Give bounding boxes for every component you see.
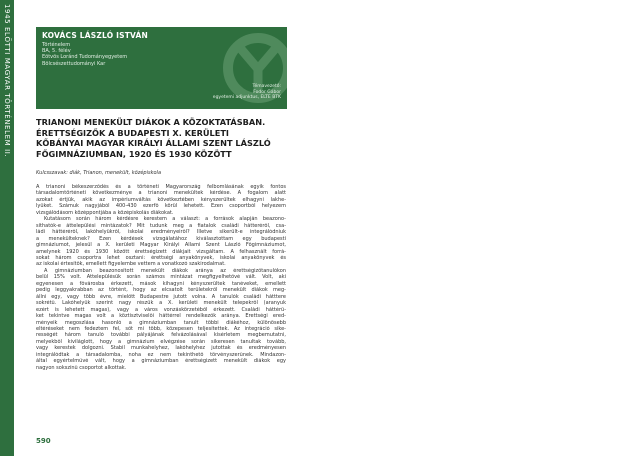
paragraph [36, 216, 286, 268]
title-line: TRIANONI MENEKÜLT DIÁKOK A KÖZOKTATÁSBAN. [36, 117, 266, 127]
text-line: eltéréseket nem fedeztem fel, sőt mi több, közepesen teljesítettek. Az integráció sike- [36, 325, 286, 332]
text-line: által egyértelművé vált, hogy a gimnáziumban érettségizett menekült diákok egy [36, 358, 286, 365]
author-faculty: Bölcsészettudományi Kar [42, 60, 106, 67]
text-line: vagy kerestek dolgozni. Stabil munkahelyhez, lakóhelyhez jutottak és eredményesen [36, 345, 286, 352]
page-number: 590 [36, 437, 51, 445]
author-field: Történelem [42, 42, 71, 48]
mentor-name: Fodor Gábor [253, 89, 281, 95]
title-line: FŐGIMNÁZIUMBAN, 1920 ÉS 1930 KÖZÖTT [36, 148, 232, 159]
text-line: belül 15% volt. Áttelepülésük során számos mintázat megfigyelhetővé vált. Volt, aki [36, 274, 286, 281]
mentor-label: Témavezető: [252, 84, 281, 89]
text-line: lyüket. Számuk nagyjából 400-430 ezerfő körül lehetett. Ezen csoportból helyezem [36, 203, 286, 210]
text-line: A trianoni békeszerződés és a történeti Magyarország felbomlásának egyik fontos [36, 184, 286, 190]
text-line: pedig leggyakrabban az történt, hogy az elcsatolt területekről menekült diákok meg- [36, 287, 286, 294]
text-line: sokat három csoportra lehet osztani: érettségi anyakönyvek, iskolai anyakönyvek és [36, 254, 286, 261]
text-line: rességét három tanuló további pályájának felvázolásával kísérletem megbemutatni, [36, 332, 286, 339]
text-line: ezért is lehetett magas), vagy a város vonzáskörzetéből érkezett. Családi háttérü- [36, 306, 286, 313]
text-line: a menekülteknek? Ezen kérdések vizsgálatához kiválasztottam egy budapesti [36, 235, 286, 242]
author-university: Eötvös Loránd Tudományegyetem [42, 54, 128, 61]
text-line: A gimnáziumban beazonosított menekült diákok aránya az érettségizőtanulókon [44, 267, 286, 274]
paragraph [36, 268, 286, 371]
title-line: KŐBÁNYAI MAGYAR KIRÁLYI ÁLLAMI SZENT LÁSZLÓ [36, 138, 271, 149]
text-line: Kutatásom során három kérdésre kerestem a választ: a források alapján beazono- [44, 216, 286, 223]
text-line: ládi háttéréről, lakóhelyükről, iskolai eredményeiről? Illetve sikerült-e integrálódniuk [36, 229, 286, 236]
text-line: síthatók-e áttelepülési mintázatok? Mit tudunk meg a fiatalok családi hátteréről, csa- [36, 222, 286, 229]
text-line: nagyon sokszínű csoportot alkottak. [36, 364, 127, 371]
article-title [36, 117, 286, 159]
text-line: amelynek 1920 és 1930 között érettségizett diákjait vizsgáltam. A felhasznált forrá- [36, 248, 286, 255]
text-line: ket tekintve magas volt a köztisztviselői háttérrel rendelkezők aránya. Érettségi ered- [36, 313, 286, 320]
text-line: integrálódtak a társadalomba, noha ez nem tekinthető törvényszerűnek. Mindazon- [36, 351, 286, 358]
text-line: ményeik megoszlása hasonló a gimnáziumban tanult többi diákéhoz, különösebb [36, 319, 286, 326]
author-details [42, 42, 127, 67]
spine-label: 1945 ELŐTTI MAGYAR TÖRTÉNELEM II. [3, 4, 11, 158]
title-line: ÉRETTSÉGIZŐK A BUDAPESTI X. KERÜLETI [36, 127, 229, 138]
text-line: társadalomtörténeti következménye a trianoni menekültek kérdése. A fogalom alatt [36, 190, 286, 197]
text-line: az iskolai értesítők, emellett figyelembe vettem a vonatkozó szakirodalmat. [36, 261, 226, 268]
mentor-position: egyetemi adjunktus, ELTE BTK [212, 95, 281, 101]
section-spine [0, 0, 14, 456]
article-body [36, 184, 286, 371]
text-line: állni egy, vagy több évre, mielőtt Budapestre jutott volna. A tanulók családi hátttere [36, 293, 286, 300]
text-line: sokrétű. Lakóhelyük szerint nagy részük a X. kerületi menekült telepekről (aranyuk [36, 300, 286, 307]
author-name: KOVÁCS LÁSZLÓ ISTVÁN [42, 31, 149, 40]
text-line: gimnáziumot, jelesül a X. kerületi Magyar Királyi Állami Szent László Főgimnáziumot, [36, 242, 286, 249]
text-line: vizsgálódásom középpontjába a középiskolás diákokat. [36, 209, 174, 216]
author-info-box [36, 27, 287, 109]
author-semester: BA, 5. félév [42, 48, 71, 55]
text-line: azokat értjük, akik az impériumváltás következtében kényszerültek elhagyni lakhe- [36, 196, 286, 203]
text-line: melyekből kiviláglott, hogy a gimnázium elvégzése során sikeresen tanultak tovább, [36, 338, 286, 345]
text-line: egyenesen a fővárosba érkezett, mások kihagyni kényszerültek tanéveket, emellett [36, 280, 286, 287]
paragraph [36, 184, 286, 216]
keywords: Kulcsszavak: diák, Trianon, menekült, középiskola [36, 170, 162, 176]
mentor-info [213, 84, 281, 101]
